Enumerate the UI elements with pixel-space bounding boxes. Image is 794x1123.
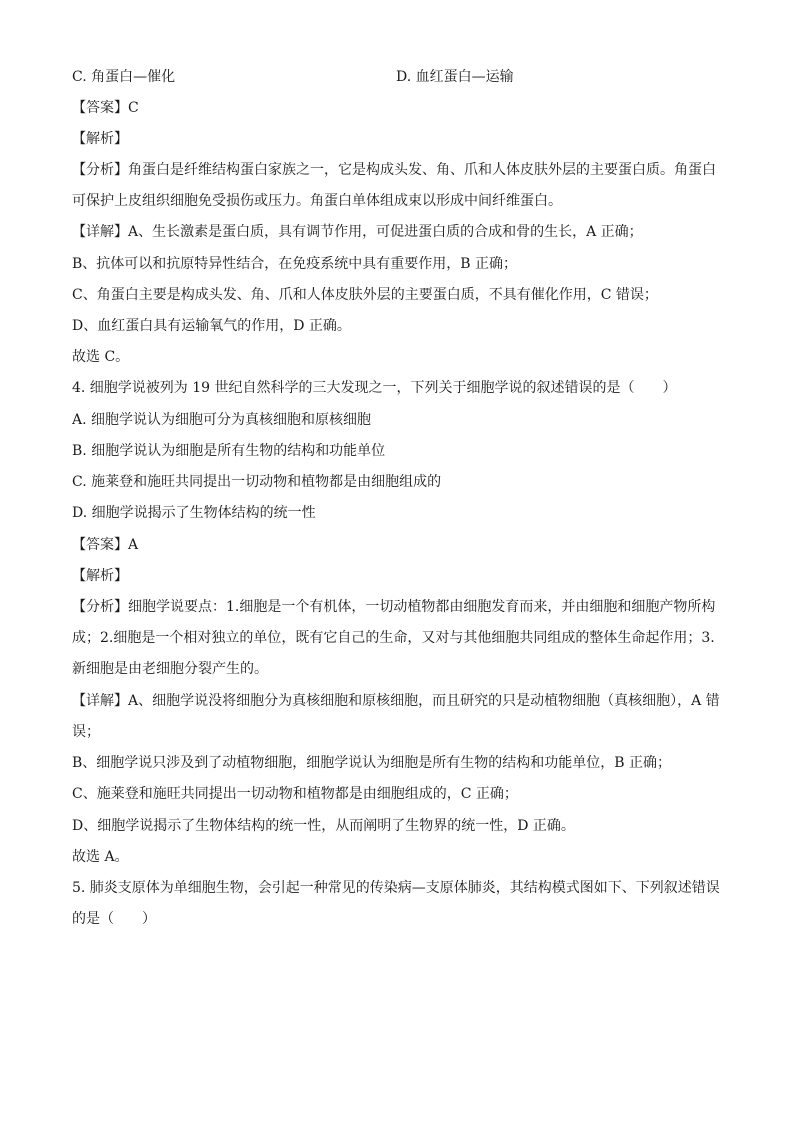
- q3-option-c: C. 角蛋白—催化: [72, 69, 176, 85]
- q3-answer: 【答案】C: [72, 100, 139, 116]
- q3-analysis-line-1: 【分析】角蛋白是纤维结构蛋白家族之一，它是构成头发、角、爪和人体皮肤外层的主要蛋白质。角蛋白: [72, 162, 716, 178]
- q3-analysis-line-2: 可保护上皮组织细胞免受损伤或压力。角蛋白单体组成束以形成中间纤维蛋白。: [72, 193, 562, 209]
- q4-answer: 【答案】A: [72, 537, 139, 553]
- q5-stem-line-2: 的是（ ）: [72, 911, 156, 927]
- q3-detail-line-3: C、角蛋白主要是构成头发、角、爪和人体皮肤外层的主要蛋白质，不具有催化作用，C 错误；: [72, 287, 658, 303]
- q4-detail-line-5: D、细胞学说揭示了生物体结构的统一性，从而阐明了生物界的统一性，D 正确。: [72, 818, 575, 834]
- q3-choose: 故选 C。: [72, 349, 130, 365]
- q3-detail-line-2: B、抗体可以和抗原特异性结合，在免疫系统中具有重要作用，B 正确；: [72, 256, 518, 272]
- q4-analysis-line-3: 新细胞是由老细胞分裂产生的。: [72, 661, 268, 677]
- q4-detail-line-4: C、施莱登和施旺共同提出一切动物和植物都是由细胞组成的，C 正确；: [72, 786, 518, 802]
- q4-choose: 故选 A。: [72, 849, 129, 865]
- q3-analysis-heading: 【解析】: [72, 131, 128, 147]
- q4-option-c: C. 施莱登和施旺共同提出一切动物和植物都是由细胞组成的: [72, 474, 442, 490]
- q3-detail-line-1: 【详解】A、生长激素是蛋白质，具有调节作用，可促进蛋白质的合成和骨的生长，A 正确；: [72, 224, 643, 240]
- q5-stem-line-1: 5. 肺炎支原体为单细胞生物，会引起一种常见的传染病—支原体肺炎，其结构模式图如下、下列叙述错误: [72, 880, 720, 896]
- q3-option-d: D. 血红蛋白—运输: [396, 69, 514, 85]
- q4-analysis-line-2: 成；2.细胞是一个相对独立的单位，既有它自己的生命，又对与其他细胞共同组成的整体生命起作用；3.: [72, 630, 715, 646]
- q4-analysis-line-1: 【分析】细胞学说要点：1.细胞是一个有机体，一切动植物都由细胞发育而来，并由细胞和细胞产物所构: [72, 599, 716, 615]
- q4-detail-line-1: 【详解】A、细胞学说没将细胞分为真核细胞和原核细胞，而且研究的只是动植物细胞（真核细胞），A 错: [72, 693, 720, 709]
- q3-detail-line-4: D、血红蛋白具有运输氧气的作用，D 正确。: [72, 318, 351, 334]
- q4-option-b: B. 细胞学说认为细胞是所有生物的结构和功能单位: [72, 443, 386, 459]
- q4-detail-line-3: B、细胞学说只涉及到了动植物细胞，细胞学说认为细胞是所有生物的结构和功能单位，B 正确；: [72, 755, 672, 771]
- q4-analysis-heading: 【解析】: [72, 568, 128, 584]
- q4-option-d: D. 细胞学说揭示了生物体结构的统一性: [72, 505, 316, 521]
- q4-option-a: A. 细胞学说认为细胞可分为真核细胞和原核细胞: [72, 412, 372, 428]
- q4-detail-line-2: 误；: [72, 724, 100, 740]
- q4-stem: 4. 细胞学说被列为 19 世纪自然科学的三大发现之一，下列关于细胞学说的叙述错误的是（ ）: [72, 380, 677, 396]
